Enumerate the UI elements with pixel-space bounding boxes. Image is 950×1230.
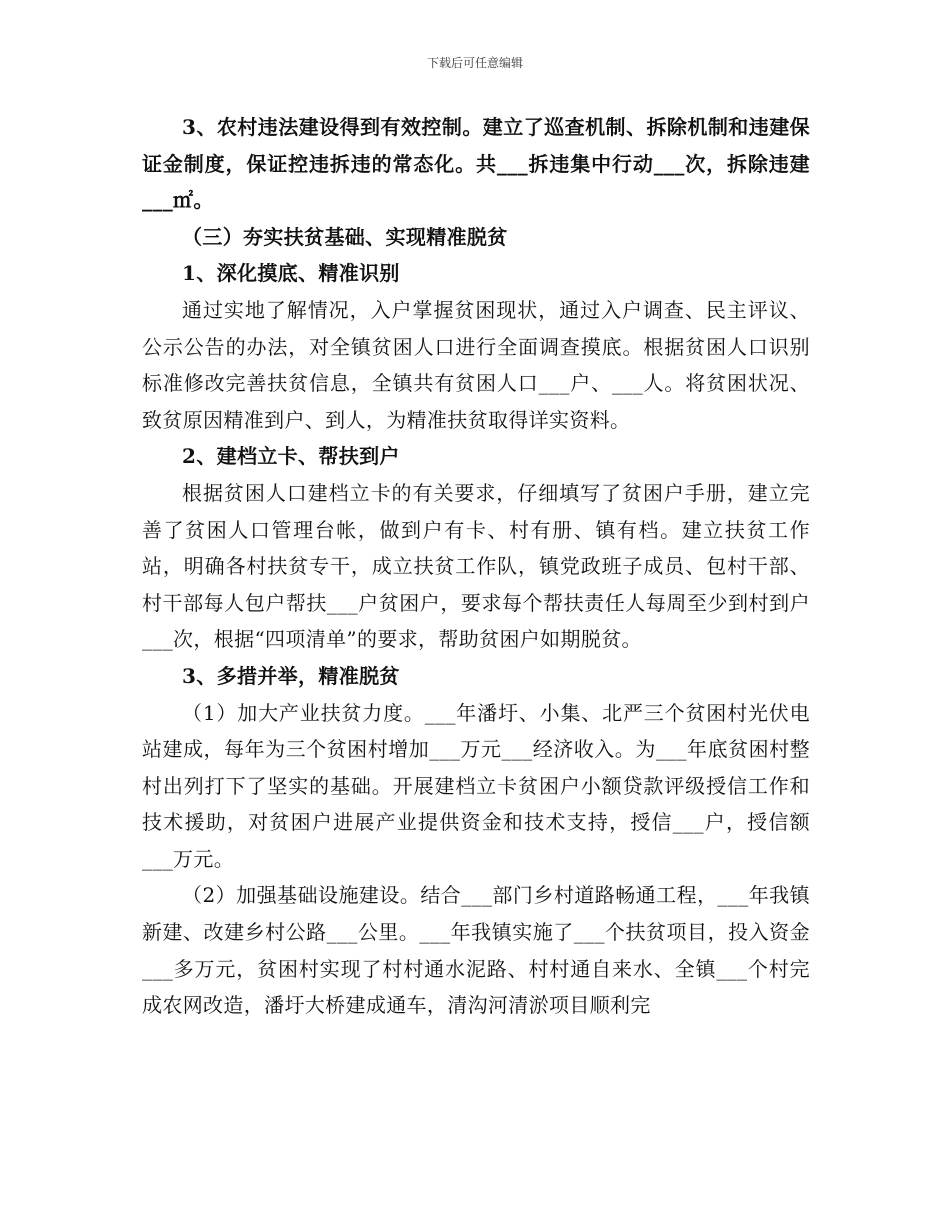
subheading-filing: 2、建档立卡、帮扶到户 <box>182 444 400 469</box>
subheading-identification: 1、深化摸底、精准识别 <box>182 261 400 286</box>
section-heading-poverty-alleviation: （三）夯实扶贫基础、实现精准脱贫 <box>182 224 508 249</box>
paragraph-industry-support: （1）加大产业扶贫力度。___年潘圩、小集、北严三个贫困村光伏电站建成，每年为三个贫困村增加___万元___经济收入。为___年底贫困村整村出列打下了坚实的基础。开展建档立卡贫困户小额贷款评级授信工作和技术援助，对贫困户进展产业提供资金和技术支持，授信___户，授信额___万元。 <box>142 700 810 871</box>
paragraph-illegal-construction: 3、农村违法建设得到有效控制。建立了巡查机制、拆除机制和违建保证金制度，保证控违拆违的常态化。共___拆违集中行动___次，拆除违建___㎡。 <box>142 115 810 213</box>
subheading-measures: 3、多措并举，精准脱贫 <box>182 663 400 688</box>
paragraph-identification: 通过实地了解情况，入户掌握贫困现状，通过入户调查、民主评议、公示公告的办法，对全镇贫困人口进行全面调查摸底。根据贫困人口识别标准修改完善扶贫信息，全镇共有贫困人口___户、___人。将贫困状况、致贫原因精准到户、到人，为精准扶贫取得详实资料。 <box>142 297 810 432</box>
document-body <box>142 109 810 1024</box>
paragraph-infrastructure: （2）加强基础设施建设。结合___部门乡村道路畅通工程，___年我镇新建、改建乡村公路___公里。___年我镇实施了___个扶贫项目，投入资金___多万元，贫困村实现了村村通水泥路、村村通自来水、全镇___个村完成农网改造，潘圩大桥建成通车，清沟河清淤项目顺利完 <box>142 883 810 1018</box>
header-note: 下载后可任意编辑 <box>426 56 523 70</box>
paragraph-filing: 根据贫困人口建档立卡的有关要求，仔细填写了贫困户手册，建立完善了贫困人口管理台帐，做到户有卡、村有册、镇有档。建立扶贫工作站，明确各村扶贫专干，成立扶贫工作队，镇党政班子成员、包村干部、村干部每人包户帮扶___户贫困户，要求每个帮扶责任人每周至少到村到户___次，根据“四项清单”的要求，帮助贫困户如期脱贫。 <box>142 480 810 652</box>
